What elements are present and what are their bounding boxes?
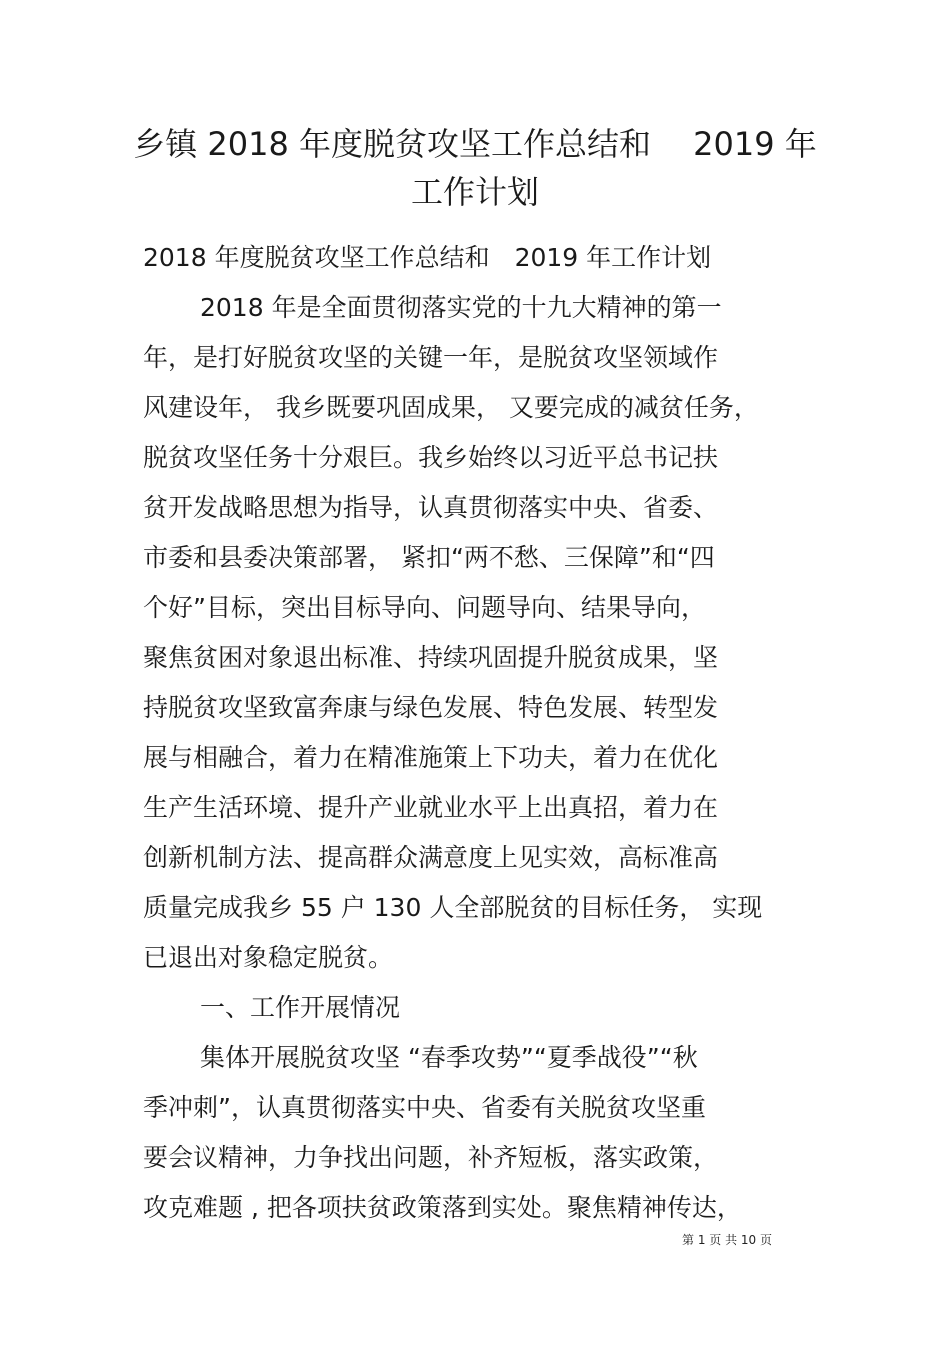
paragraph-line: 年，是打好脱贫攻坚的关键一年，是脱贫攻坚领域作 [143,343,719,372]
paragraph-line: 个好”目标，突出目标导向、问题导向、结果导向， [143,593,706,622]
paragraph-line: 展与相融合，着力在精准施策上下功夫，着力在优化 [143,743,719,772]
paragraph-line: 2018 年是全面贯彻落实党的十九大精神的第一 [200,293,722,322]
document-title-line-2: 工作计划 [410,173,539,211]
paragraph-line: 生产生活环境、提升产业就业水平上出真招，着力在 [143,793,719,822]
section-heading: 一、工作开展情况 [200,993,401,1022]
paragraph-line: 风建设年， 我乡既要巩固成果， 又要完成的减贫任务， [143,393,759,422]
paragraph-line: 持脱贫攻坚致富奔康与绿色发展、特色发展、转型发 [143,693,719,722]
paragraph-line: 已退出对象稳定脱贫。 [143,943,394,972]
paragraph-line: 创新机制方法、提高群众满意度上见实效，高标准高 [143,843,719,872]
paragraph-line: 要会议精神，力争找出问题，补齐短板，落实政策， [143,1143,719,1172]
paragraph-line: 攻克难题 , 把各项扶贫政策落到实处。聚焦精神传达， [143,1193,742,1222]
paragraph-line: 集体开展脱贫攻坚 “春季攻势”“夏季战役”“秋 [200,1043,698,1072]
document-title-line-1: 乡镇 2018 年度脱贫攻坚工作总结和 2019 年 [133,125,817,163]
paragraph-line: 脱贫攻坚任务十分艰巨。我乡始终以习近平总书记扶 [143,443,719,472]
document-subtitle: 2018 年度脱贫攻坚工作总结和 2019 年工作计划 [143,243,712,272]
paragraph-line: 聚焦贫困对象退出标准、持续巩固提升脱贫成果，坚 [143,643,719,672]
paragraph-line: 市委和县委决策部署， 紧扣“两不愁、三保障”和“四 [143,543,715,572]
page-number-footer: 第 1 页 共 10 页 [682,1233,772,1247]
paragraph-line: 贫开发战略思想为指导，认真贯彻落实中央、省委、 [143,493,719,522]
paragraph-line: 质量完成我乡 55 户 130 人全部脱贫的目标任务， 实现 [143,893,763,922]
paragraph-line: 季冲刺”，认真贯彻落实中央、省委有关脱贫攻坚重 [143,1093,706,1122]
